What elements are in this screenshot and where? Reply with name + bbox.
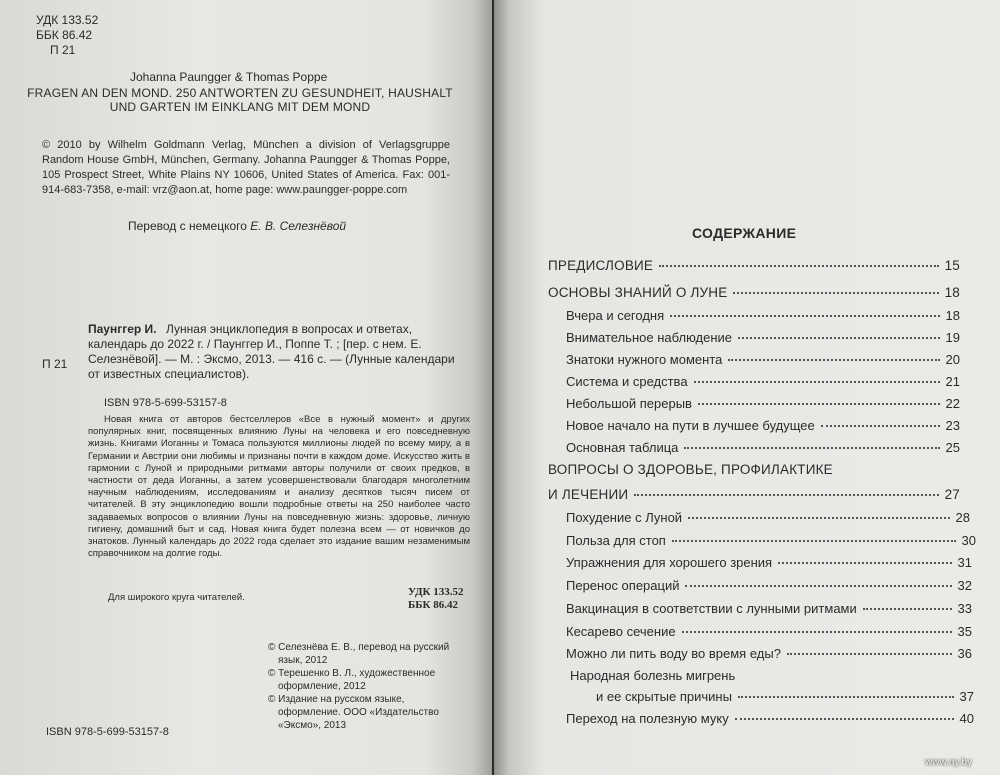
classification-bottom bbox=[408, 586, 464, 612]
toc-entry-page: 20 bbox=[945, 352, 960, 367]
annotation: Новая книга от авторов бестселлеров «Все в нужный момент» и других популярных книг, посвященных влиянию Луны на человека и его повседневную жизнь. Книгами Иоганны и Томаса пользуются миллионы людей по всему миру, а в Германии и Австрии они любимы и признаны почти в каждом доме. Искусство жить в гармонии с Луной и природными ритмами авторы получили от своих предков, в частности от деда Иоганны, а затем усовершенствовали благодаря многолетним научным наблюдениям, исследованиям и анализу десятков тысяч писем от читателей. В эту энциклопедию вошли подробные ответы на 250 наиболее часто задаваемых вопросов о влиянии Луны на повседневную жизнь: здоровье, личную гигиену, домашний быт и сад. Новая книга будет полезна всем — от новичков до знатоков. Лунный календарь до 2022 года сделает это издание вашим незаменимым справочником на долгие годы. bbox=[88, 414, 470, 560]
toc-entry-page: 22 bbox=[945, 396, 960, 411]
toc-entry-page: 25 bbox=[945, 440, 960, 455]
toc-entry-page: 37 bbox=[959, 689, 974, 704]
toc-entry-title: Можно ли пить воду во время еды? bbox=[566, 646, 781, 661]
toc-leader bbox=[684, 447, 939, 449]
toc-entry bbox=[566, 555, 972, 570]
toc-entry bbox=[566, 510, 970, 525]
udk-bottom: УДК 133.52 bbox=[408, 586, 464, 598]
author-sign: П 21 bbox=[50, 43, 76, 57]
toc-entry-title: Система и средства bbox=[566, 374, 688, 389]
toc-entry bbox=[548, 487, 960, 502]
toc-leader bbox=[738, 696, 954, 698]
toc-entry-page: 19 bbox=[945, 330, 960, 345]
toc-entry-title: И ЛЕЧЕНИИ bbox=[548, 487, 629, 502]
copyright-notices bbox=[268, 641, 468, 732]
toc-leader bbox=[821, 425, 940, 427]
toc-entry-page: 21 bbox=[945, 374, 960, 389]
toc-leader bbox=[728, 359, 939, 361]
toc-title: СОДЕРЖАНИЕ bbox=[692, 225, 797, 241]
toc-entry bbox=[566, 352, 960, 367]
toc-entry bbox=[566, 308, 960, 323]
toc-entry-title: Переход на полезную муку bbox=[566, 711, 729, 726]
toc-leader bbox=[634, 494, 938, 496]
toc-entry-page: 15 bbox=[944, 258, 960, 273]
toc-entry-page: 18 bbox=[945, 308, 960, 323]
toc-entry-page: 32 bbox=[957, 578, 972, 593]
toc-leader bbox=[659, 265, 938, 267]
original-copyright: © 2010 by Wilhelm Goldmann Verlag, München a division of Verlagsgruppe Random House GmbH, München, Germany. Johanna Paungger & Thomas Poppe, 105 Prospect Street, White Plains NY 10606, United States of America. Fax: 001-914-683-7358, e-mail: vrz@aon.at, home page: www.paungger-poppe.com bbox=[42, 139, 450, 196]
toc-entry bbox=[566, 711, 974, 726]
toc-entry bbox=[566, 418, 960, 433]
isbn-bottom: ISBN 978-5-699-53157-8 bbox=[46, 726, 169, 738]
toc-entry bbox=[566, 330, 960, 345]
toc-leader bbox=[670, 315, 939, 317]
toc-entry-title: и ее скрытые причины bbox=[596, 689, 732, 704]
toc-leader bbox=[863, 608, 952, 610]
toc-leader bbox=[698, 403, 940, 405]
toc-entry-title: ОСНОВЫ ЗНАНИЙ О ЛУНЕ bbox=[548, 285, 728, 300]
toc-entry-title: ПРЕДИСЛОВИЕ bbox=[548, 258, 654, 273]
toc-entry bbox=[566, 440, 960, 455]
toc-entry bbox=[566, 624, 972, 639]
copyright-edition: © Издание на русском языке, оформление. ООО «Издательство «Эксмо», 2013 bbox=[268, 694, 439, 731]
toc-leader bbox=[738, 337, 940, 339]
original-authors: Johanna Paungger & Thomas Poppe bbox=[130, 70, 328, 84]
toc-entry-page: 28 bbox=[955, 510, 970, 525]
toc-entry bbox=[548, 258, 960, 273]
toc-entry-page: 33 bbox=[957, 601, 972, 616]
translation-label: Перевод с немецкого bbox=[128, 219, 247, 233]
toc-leader bbox=[682, 631, 952, 633]
toc-entry-title: Похудение с Луной bbox=[566, 510, 683, 525]
toc-leader bbox=[733, 292, 938, 294]
toc-entry bbox=[548, 285, 960, 300]
toc-entry bbox=[566, 646, 972, 661]
toc-entry-title-line1: Народная болезнь мигрень bbox=[570, 668, 736, 683]
classification-block bbox=[36, 13, 98, 58]
bibliographic-record: Лунная энциклопедия в вопросах и ответах, календарь до 2022 г. / Паунггер И., Поппе Т. ; [пер. с нем. Е. Селезнёвой]. — М. : Эксмо, 2013. — 416 с. — (Лунные календари от известных специалистов). bbox=[88, 322, 455, 381]
toc-entry-page: 40 bbox=[959, 711, 974, 726]
bib-author: Паунггер И. bbox=[88, 322, 157, 336]
udk-code: УДК 133.52 bbox=[36, 13, 99, 27]
toc-entry-title: Кесарево сечение bbox=[566, 624, 676, 639]
isbn-record: ISBN 978-5-699-53157-8 bbox=[104, 397, 227, 409]
copyright-translation: © Селезнёва Е. В., перевод на русский язык, 2012 bbox=[268, 642, 450, 666]
toc-entry-page: 36 bbox=[957, 646, 972, 661]
toc-entry-title: Польза для стоп bbox=[566, 533, 666, 548]
toc-leader bbox=[694, 381, 940, 383]
left-page bbox=[0, 0, 492, 775]
toc-leader bbox=[735, 718, 954, 720]
toc-entry-page: 27 bbox=[944, 487, 960, 502]
toc-entry-title: Перенос операций bbox=[566, 578, 680, 593]
audience-note: Для широкого круга читателей. bbox=[108, 592, 245, 603]
toc-entry bbox=[596, 689, 974, 704]
toc-leader bbox=[778, 562, 951, 564]
toc-leader bbox=[787, 653, 952, 655]
toc-entry-page: 23 bbox=[945, 418, 960, 433]
watermark: www.ay.by bbox=[925, 757, 973, 768]
toc-entry bbox=[566, 601, 972, 616]
toc-entry bbox=[566, 396, 960, 411]
toc-entry-title: Вакцинация в соответствии с лунными ритмами bbox=[566, 601, 857, 616]
toc-entry-page: 31 bbox=[957, 555, 972, 570]
toc-leader bbox=[688, 517, 949, 519]
toc-entry-title: Внимательное наблюдение bbox=[566, 330, 733, 345]
toc-entry-page: 30 bbox=[961, 533, 976, 548]
toc-entry bbox=[566, 578, 972, 593]
toc-entry-title: Небольшой перерыв bbox=[566, 396, 692, 411]
toc-entry-title: Вчера и сегодня bbox=[566, 308, 665, 323]
toc-entry-title: Новое начало на пути в лучшее будущее bbox=[566, 418, 815, 433]
toc-entry-title: Основная таблица bbox=[566, 440, 679, 455]
translator-name: Е. В. Селезнёвой bbox=[250, 219, 347, 233]
toc-entry-page: 35 bbox=[957, 624, 972, 639]
toc-entry bbox=[566, 533, 976, 548]
translation-credit bbox=[128, 219, 346, 233]
toc-entry-title: Знатоки нужного момента bbox=[566, 352, 723, 367]
toc-entry-title: Упражнения для хорошего зрения bbox=[566, 555, 773, 570]
toc-leader bbox=[685, 585, 951, 587]
toc-entry bbox=[566, 374, 960, 389]
bbk-bottom: ББК 86.42 bbox=[408, 599, 459, 611]
bib-author-sign: П 21 bbox=[42, 357, 68, 371]
toc-section-title-line1: ВОПРОСЫ О ЗДОРОВЬЕ, ПРОФИЛАКТИКЕ bbox=[548, 462, 833, 477]
bbk-code: ББК 86.42 bbox=[36, 28, 93, 42]
original-title: FRAGEN AN DEN MOND. 250 ANTWORTEN ZU GESUNDHEIT, HAUSHALT UND GARTEN IM EINKLANG MIT DEM MOND bbox=[27, 86, 453, 114]
copyright-design: © Терешенко В. Л., художественное оформление, 2012 bbox=[268, 668, 436, 692]
toc-entry-page: 18 bbox=[944, 285, 960, 300]
toc-leader bbox=[672, 540, 956, 542]
